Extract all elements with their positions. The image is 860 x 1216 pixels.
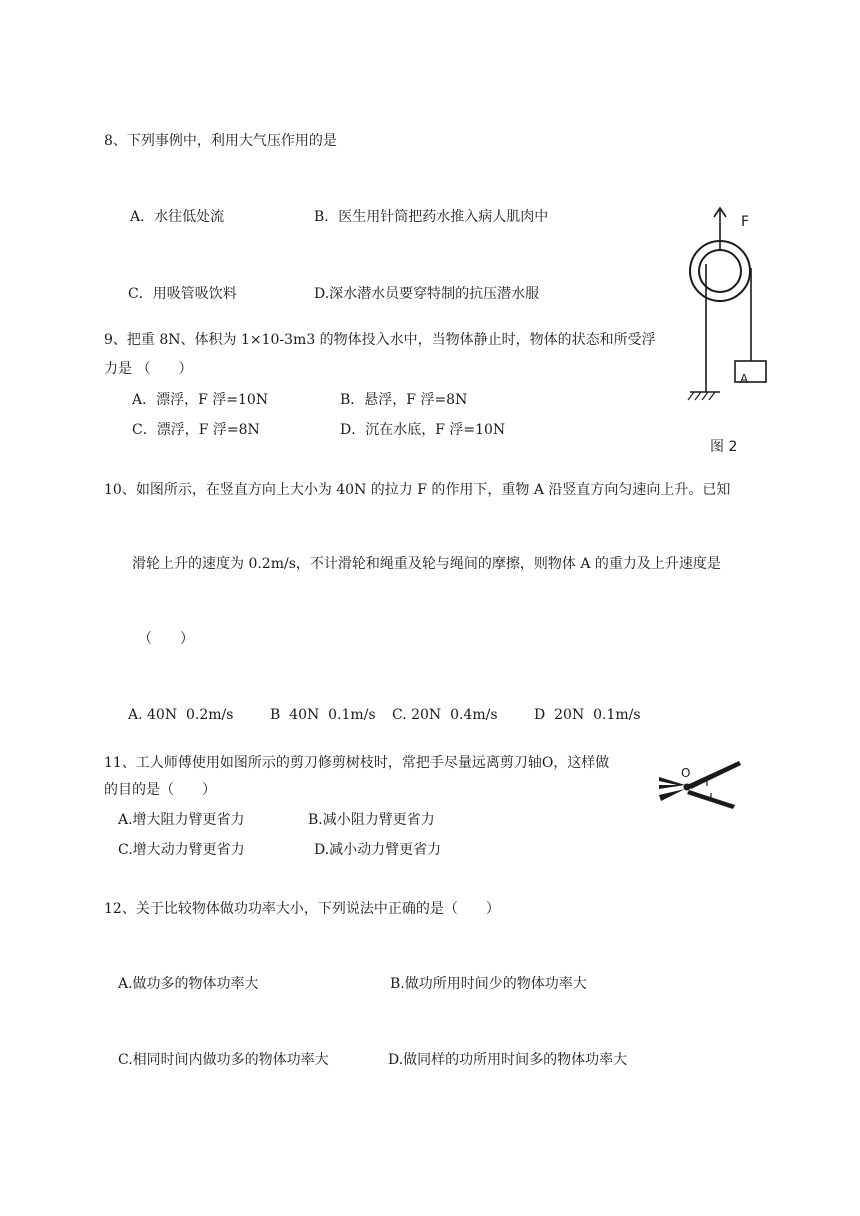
- q8-option-d: D.深水潜水员要穿特制的抗压潜水服: [314, 286, 540, 302]
- q10-option-b: B 40N 0.1m/s: [270, 707, 376, 723]
- q11-stem-line-2: 的目的是（ ）: [104, 782, 216, 798]
- q10-stem-line-1: 10、如图所示，在竖直方向上大小为 40N 的拉力 F 的作用下，重物 A 沿竖直方向匀速向上升。已知: [104, 482, 731, 498]
- scissors-figure: [655, 755, 745, 815]
- q8-option-c: C．用吸管吸饮料: [128, 286, 237, 302]
- q12-stem: 12、关于比较物体做功功率大小，下列说法中正确的是（ ）: [104, 901, 500, 917]
- force-label: F: [741, 214, 750, 230]
- q10-stem-line-3: （ ）: [138, 631, 194, 647]
- q10-option-c: C. 20N 0.4m/s: [392, 707, 498, 723]
- figure-2-caption: 图 2: [710, 439, 738, 455]
- q11-option-c: C.增大动力臂更省力: [118, 842, 245, 858]
- q9-stem-line-1: 9、把重 8N、体积为 1×10-3m3 的物体投入水中，当物体静止时，物体的状态和所受浮: [104, 332, 656, 348]
- q12-option-b: B.做功所用时间少的物体功率大: [390, 976, 587, 992]
- q11-stem-line-1: 11、工人师傅使用如图所示的剪刀修剪树枝时，常把手尽量远离剪刀轴O，这样做: [104, 755, 610, 771]
- q9-option-a: A．漂浮，F 浮=10N: [132, 392, 269, 408]
- q11-option-d: D.减小动力臂更省力: [314, 842, 442, 858]
- block-label: A: [740, 372, 749, 386]
- q9-stem-line-2: 力是 （ ）: [104, 361, 193, 377]
- q9-option-b: B．悬浮，F 浮=8N: [340, 392, 468, 408]
- scissors-pivot-label: O: [681, 766, 691, 780]
- q11-option-a: A.增大阻力臂更省力: [118, 812, 245, 828]
- q9-option-d: D．沉在水底，F 浮=10N: [340, 422, 506, 438]
- q8-option-a: A．水往低处流: [130, 209, 225, 225]
- q10-stem-line-2: 滑轮上升的速度为 0.2m/s，不计滑轮和绳重及轮与绳间的摩擦，则物体 A 的重力及上升速度是: [132, 556, 721, 572]
- q12-option-d: D.做同样的功所用时间多的物体功率大: [388, 1052, 628, 1068]
- q8-stem: 8、下列事例中，利用大气压作用的是: [104, 133, 337, 149]
- q11-option-b: B.减小阻力臂更省力: [308, 812, 435, 828]
- q10-option-d: D 20N 0.1m/s: [534, 707, 641, 723]
- q12-option-a: A.做功多的物体功率大: [118, 976, 259, 992]
- q8-option-b: B．医生用针筒把药水推入病人肌肉中: [314, 209, 549, 225]
- q12-option-c: C.相同时间内做功多的物体功率大: [118, 1052, 329, 1068]
- q10-option-a: A. 40N 0.2m/s: [128, 707, 234, 723]
- pulley-figure: [680, 200, 780, 415]
- q9-option-c: C．漂浮，F 浮=8N: [132, 422, 260, 438]
